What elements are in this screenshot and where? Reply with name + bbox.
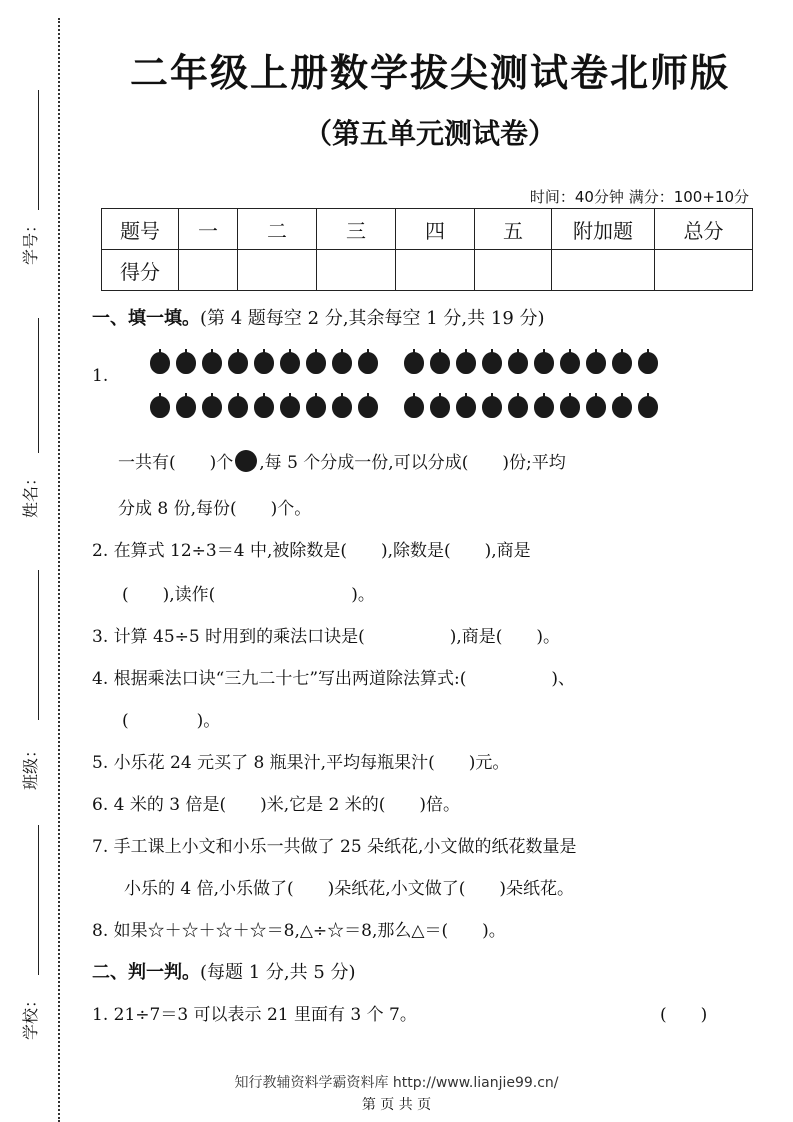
apple-icon [332,352,352,374]
table-cell: 三 [317,209,396,250]
q5: 5. 小乐花 24 元买了 8 瓶果汁,平均每瓶果汁( )元。 [92,753,510,773]
table-cell: 五 [475,209,552,250]
q1-text-a: 一共有( )个 [118,453,234,473]
table-cell: 附加题 [552,209,655,250]
apple-icon [150,352,170,374]
apple-icon [176,352,196,374]
q6: 6. 4 米的 3 倍是( )米,它是 2 米的( )倍。 [92,795,461,815]
apple-icon [176,396,196,418]
q7-line2: 小乐的 4 倍,小乐做了( )朵纸花,小文做了( )朵纸花。 [124,879,574,899]
apple-icon [306,352,326,374]
score-input-cell[interactable] [475,250,552,291]
school-label: 学校： [21,991,40,1040]
table-cell: 一 [179,209,238,250]
class-label: 班级： [21,741,40,790]
apple-icon [358,352,378,374]
section-1-heading [92,304,545,330]
apple-icon [358,396,378,418]
page-subtitle: （第五单元测试卷） [303,117,556,150]
binding-margin-line [58,18,60,1122]
score-input-cell[interactable] [552,250,655,291]
score-table-header-row [102,209,753,250]
section-2-heading [92,958,356,984]
q1-line1 [118,448,566,473]
table-cell: 四 [396,209,475,250]
apple-icon [586,352,606,374]
q4-line1: 4. 根据乘法口诀“三九二十七”写出两道除法算式:( )、 [92,669,575,689]
footer-source: 知行教辅资料学霸资料库 http://www.lianjie99.cn/ [234,1075,559,1091]
score-input-cell[interactable] [179,250,238,291]
apple-icon [612,396,632,418]
student-number-line [38,90,39,210]
q8: 8. 如果☆＋☆＋☆＋☆＝8,△÷☆＝8,那么△＝( )。 [92,921,506,941]
time-info: 时间：40分钟 满分：100+10分 [529,188,749,206]
score-table-score-row [102,250,753,291]
apple-icon [202,352,222,374]
name-field[interactable] [14,318,50,518]
school-field[interactable] [14,825,50,1040]
q1-text-b: ,每 5 个分成一份,可以分成( )份;平均 [259,453,566,473]
q1-number: 1. [92,366,109,386]
apple-icon [280,352,300,374]
section-1-title: 一、填一填。 [92,308,200,329]
apple-icon [586,396,606,418]
apple-icon [612,352,632,374]
apple-icon [456,352,476,374]
table-cell: 二 [238,209,317,250]
name-label: 姓名： [21,469,40,518]
q4-line2: ( )。 [122,711,221,731]
student-number-field[interactable] [14,90,50,280]
judge-1-text: 1. 21÷7＝3 可以表示 21 里面有 3 个 7。 [92,1005,417,1025]
apple-icon [456,396,476,418]
apple-icon [534,396,554,418]
apple-icon [534,352,554,374]
apple-icon [228,352,248,374]
apple-icon [482,352,502,374]
student-number-label: 学号： [21,216,40,265]
class-line [38,570,39,720]
apple-icon [482,396,502,418]
footer-page: 第 页 共 页 [361,1097,432,1113]
table-cell: 总分 [655,209,753,250]
section-2-title: 二、判一判。 [92,962,200,983]
section-2-note: (每题 1 分,共 5 分) [200,962,356,983]
apple-icon [306,396,326,418]
q3: 3. 计算 45÷5 时用到的乘法口诀是( ),商是( )。 [92,627,561,647]
q2-line1: 2. 在算式 12÷3＝4 中,被除数是( ),除数是( ),商是 [92,541,531,561]
apple-icon [150,396,170,418]
apple-icon [638,352,658,374]
q1-line2: 分成 8 份,每份( )个。 [118,499,312,519]
table-cell: 得分 [102,250,179,291]
apple-icon [404,396,424,418]
apple-icon [404,352,424,374]
score-table [101,208,753,291]
class-field[interactable] [14,570,50,790]
page-title: 二年级上册数学拔尖测试卷北师版 [129,51,730,95]
section-1-note: (第 4 题每空 2 分,其余每空 1 分,共 19 分) [200,308,545,329]
apple-icon [430,396,450,418]
apple-icon [280,396,300,418]
score-input-cell[interactable] [655,250,753,291]
score-input-cell[interactable] [238,250,317,291]
school-line [38,825,39,975]
apple-icon [430,352,450,374]
apple-icon [254,352,274,374]
apple-icon [235,450,257,472]
score-input-cell[interactable] [396,250,475,291]
score-input-cell[interactable] [317,250,396,291]
judge-1-answer-bracket[interactable]: ( ) [660,1005,708,1025]
apple-icon [228,396,248,418]
apple-icon [332,396,352,418]
q2-line2: ( ),读作( )。 [122,585,375,605]
apple-icon [560,396,580,418]
apple-icon [508,352,528,374]
apple-icon [508,396,528,418]
apple-icon [638,396,658,418]
apple-icon [254,396,274,418]
q7-line1: 7. 手工课上小文和小乐一共做了 25 朵纸花,小文做的纸花数量是 [92,837,577,857]
apple-icon [560,352,580,374]
apple-icon [202,396,222,418]
table-cell: 题号 [102,209,179,250]
name-line [38,318,39,453]
